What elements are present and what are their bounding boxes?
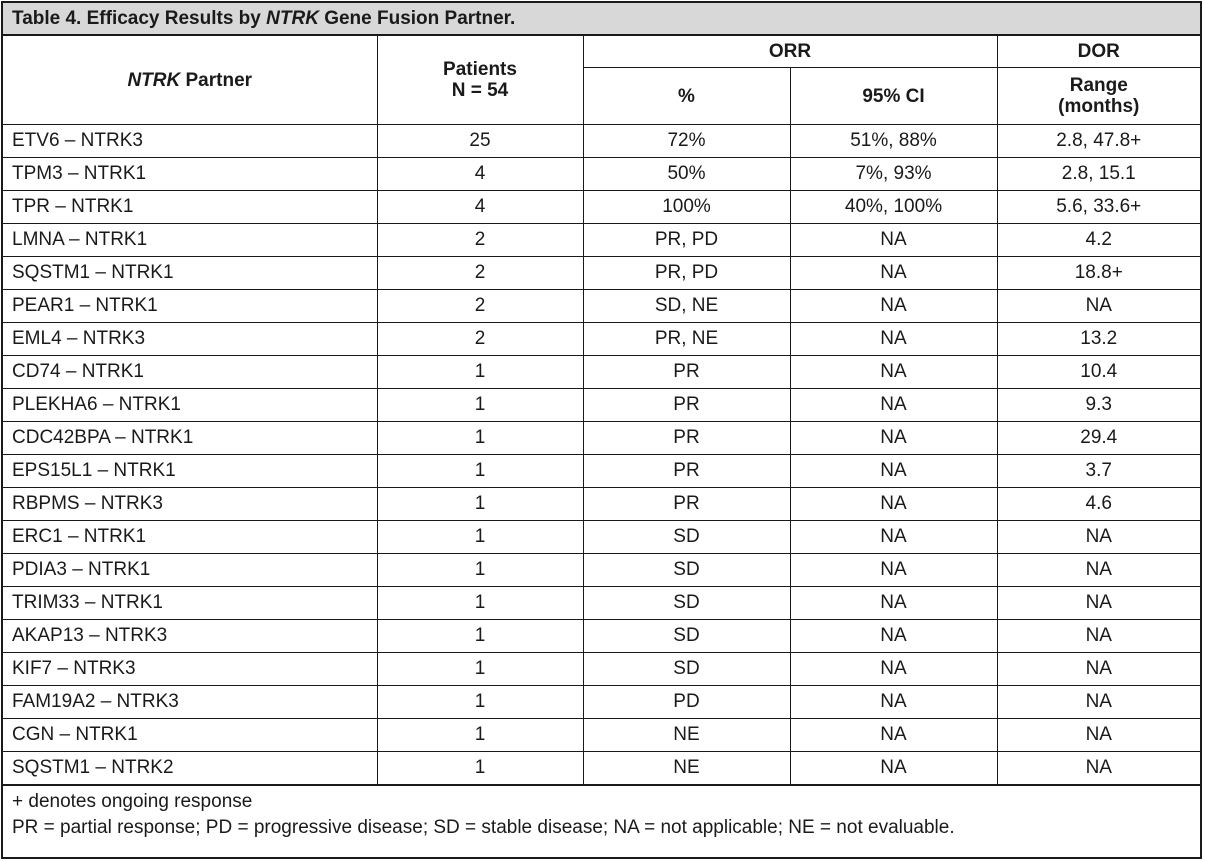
cell-dor-range: 2.8, 47.8+: [997, 125, 1200, 158]
cell-orr-percent: SD: [583, 620, 790, 653]
header-orr-percent: %: [583, 68, 790, 125]
cell-dor-range: 2.8, 15.1: [997, 158, 1200, 191]
table-row: [3, 224, 1200, 257]
cell-orr-percent: PD: [583, 686, 790, 719]
cell-patients: 1: [377, 752, 583, 785]
cell-orr-percent: SD: [583, 521, 790, 554]
cell-dor-range: NA: [997, 653, 1200, 686]
cell-orr-ci: NA: [790, 653, 997, 686]
cell-orr-ci: NA: [790, 356, 997, 389]
cell-orr-ci: NA: [790, 752, 997, 785]
cell-partner: AKAP13 – NTRK3: [3, 620, 377, 653]
cell-dor-range: 4.6: [997, 488, 1200, 521]
cell-partner: CGN – NTRK1: [3, 719, 377, 752]
cell-dor-range: NA: [997, 752, 1200, 785]
cell-patients: 1: [377, 422, 583, 455]
table-row: [3, 455, 1200, 488]
cell-orr-ci: NA: [790, 620, 997, 653]
footnote-abbreviations: PR = partial response; PD = progressive disease; SD = stable disease; NA = not applicable; NE = not evaluable.: [12, 817, 955, 838]
cell-patients: 25: [377, 125, 583, 158]
cell-orr-percent: 50%: [583, 158, 790, 191]
table-row: [3, 323, 1200, 356]
cell-orr-ci: NA: [790, 554, 997, 587]
cell-orr-percent: PR: [583, 488, 790, 521]
header-patients: [377, 36, 583, 125]
header-partner: [3, 36, 377, 125]
table-row: [3, 719, 1200, 752]
cell-orr-percent: 100%: [583, 191, 790, 224]
cell-orr-ci: NA: [790, 257, 997, 290]
cell-partner: EML4 – NTRK3: [3, 323, 377, 356]
table-row: [3, 191, 1200, 224]
cell-orr-percent: SD, NE: [583, 290, 790, 323]
header-patients-line1: Patients: [443, 59, 517, 80]
cell-patients: 4: [377, 158, 583, 191]
cell-patients: 2: [377, 290, 583, 323]
cell-dor-range: NA: [997, 620, 1200, 653]
cell-orr-percent: SD: [583, 587, 790, 620]
cell-partner: RBPMS – NTRK3: [3, 488, 377, 521]
cell-orr-ci: NA: [790, 290, 997, 323]
cell-orr-ci: NA: [790, 488, 997, 521]
cell-orr-percent: PR, NE: [583, 323, 790, 356]
cell-orr-ci: NA: [790, 521, 997, 554]
cell-partner: CDC42BPA – NTRK1: [3, 422, 377, 455]
cell-dor-range: 29.4: [997, 422, 1200, 455]
header-dor-range-line2: (months): [1058, 96, 1140, 117]
table-row: [3, 257, 1200, 290]
cell-dor-range: NA: [997, 290, 1200, 323]
cell-orr-ci: 51%, 88%: [790, 125, 997, 158]
cell-patients: 1: [377, 521, 583, 554]
cell-partner: KIF7 – NTRK3: [3, 653, 377, 686]
cell-partner: PLEKHA6 – NTRK1: [3, 389, 377, 422]
cell-partner: PDIA3 – NTRK1: [3, 554, 377, 587]
table-row: [3, 521, 1200, 554]
cell-dor-range: NA: [997, 686, 1200, 719]
cell-patients: 1: [377, 488, 583, 521]
header-dor-range-line1: Range: [1069, 75, 1128, 96]
cell-orr-percent: SD: [583, 554, 790, 587]
cell-partner: TRIM33 – NTRK1: [3, 587, 377, 620]
table-body: [3, 125, 1200, 785]
footnotes: [3, 785, 1200, 841]
cell-dor-range: NA: [997, 554, 1200, 587]
cell-orr-percent: PR, PD: [583, 257, 790, 290]
cell-partner: TPR – NTRK1: [3, 191, 377, 224]
table-row: [3, 686, 1200, 719]
cell-partner: SQSTM1 – NTRK2: [3, 752, 377, 785]
cell-orr-ci: NA: [790, 389, 997, 422]
cell-partner: PEAR1 – NTRK1: [3, 290, 377, 323]
cell-patients: 1: [377, 653, 583, 686]
efficacy-table-frame: [1, 1, 1202, 859]
cell-patients: 4: [377, 191, 583, 224]
cell-orr-percent: NE: [583, 719, 790, 752]
cell-orr-percent: NE: [583, 752, 790, 785]
cell-dor-range: 10.4: [997, 356, 1200, 389]
cell-dor-range: 18.8+: [997, 257, 1200, 290]
cell-dor-range: 5.6, 33.6+: [997, 191, 1200, 224]
table-row: [3, 587, 1200, 620]
cell-partner: EPS15L1 – NTRK1: [3, 455, 377, 488]
cell-orr-ci: NA: [790, 323, 997, 356]
header-orr-ci: 95% CI: [790, 68, 997, 125]
table-title-italic: NTRK: [266, 8, 319, 29]
table-row: [3, 356, 1200, 389]
table-title-prefix: Table 4. Efficacy Results by: [12, 8, 267, 29]
cell-orr-ci: 7%, 93%: [790, 158, 997, 191]
table-row: [3, 488, 1200, 521]
cell-dor-range: 13.2: [997, 323, 1200, 356]
table-row: [3, 653, 1200, 686]
header-partner-italic: NTRK: [127, 69, 181, 91]
cell-dor-range: NA: [997, 521, 1200, 554]
cell-orr-percent: PR: [583, 389, 790, 422]
cell-orr-ci: NA: [790, 719, 997, 752]
cell-orr-ci: NA: [790, 455, 997, 488]
cell-partner: TPM3 – NTRK1: [3, 158, 377, 191]
cell-orr-percent: 72%: [583, 125, 790, 158]
header-dor-range: [997, 68, 1200, 125]
cell-patients: 2: [377, 257, 583, 290]
cell-partner: FAM19A2 – NTRK3: [3, 686, 377, 719]
cell-dor-range: 4.2: [997, 224, 1200, 257]
cell-orr-ci: NA: [790, 224, 997, 257]
cell-dor-range: 3.7: [997, 455, 1200, 488]
table-title-suffix: Gene Fusion Partner.: [318, 8, 516, 29]
table-row: [3, 620, 1200, 653]
table-row: [3, 422, 1200, 455]
cell-patients: 2: [377, 323, 583, 356]
cell-patients: 2: [377, 224, 583, 257]
table-row: [3, 752, 1200, 785]
cell-patients: 1: [377, 389, 583, 422]
cell-partner: SQSTM1 – NTRK1: [3, 257, 377, 290]
cell-dor-range: 9.3: [997, 389, 1200, 422]
cell-dor-range: NA: [997, 719, 1200, 752]
header-patients-line2: N = 54: [451, 80, 509, 101]
cell-patients: 1: [377, 356, 583, 389]
table-row: [3, 125, 1200, 158]
cell-orr-ci: 40%, 100%: [790, 191, 997, 224]
cell-partner: CD74 – NTRK1: [3, 356, 377, 389]
header-partner-rest: Partner: [180, 69, 253, 91]
cell-dor-range: NA: [997, 587, 1200, 620]
cell-patients: 1: [377, 455, 583, 488]
footnote-ongoing: + denotes ongoing response: [12, 791, 253, 812]
efficacy-table: [3, 36, 1200, 785]
cell-partner: ETV6 – NTRK3: [3, 125, 377, 158]
table-row: [3, 389, 1200, 422]
cell-patients: 1: [377, 719, 583, 752]
cell-orr-percent: PR: [583, 356, 790, 389]
header-dor: DOR: [997, 36, 1200, 68]
header-orr: ORR: [583, 36, 997, 68]
cell-partner: ERC1 – NTRK1: [3, 521, 377, 554]
cell-orr-ci: NA: [790, 686, 997, 719]
cell-patients: 1: [377, 587, 583, 620]
cell-patients: 1: [377, 620, 583, 653]
cell-patients: 1: [377, 686, 583, 719]
table-row: [3, 290, 1200, 323]
cell-orr-percent: PR: [583, 422, 790, 455]
cell-orr-ci: NA: [790, 422, 997, 455]
cell-patients: 1: [377, 554, 583, 587]
table-title: [3, 3, 1200, 36]
table-row: [3, 554, 1200, 587]
cell-orr-percent: PR: [583, 455, 790, 488]
cell-orr-percent: SD: [583, 653, 790, 686]
cell-orr-percent: PR, PD: [583, 224, 790, 257]
cell-orr-ci: NA: [790, 587, 997, 620]
cell-partner: LMNA – NTRK1: [3, 224, 377, 257]
table-row: [3, 158, 1200, 191]
